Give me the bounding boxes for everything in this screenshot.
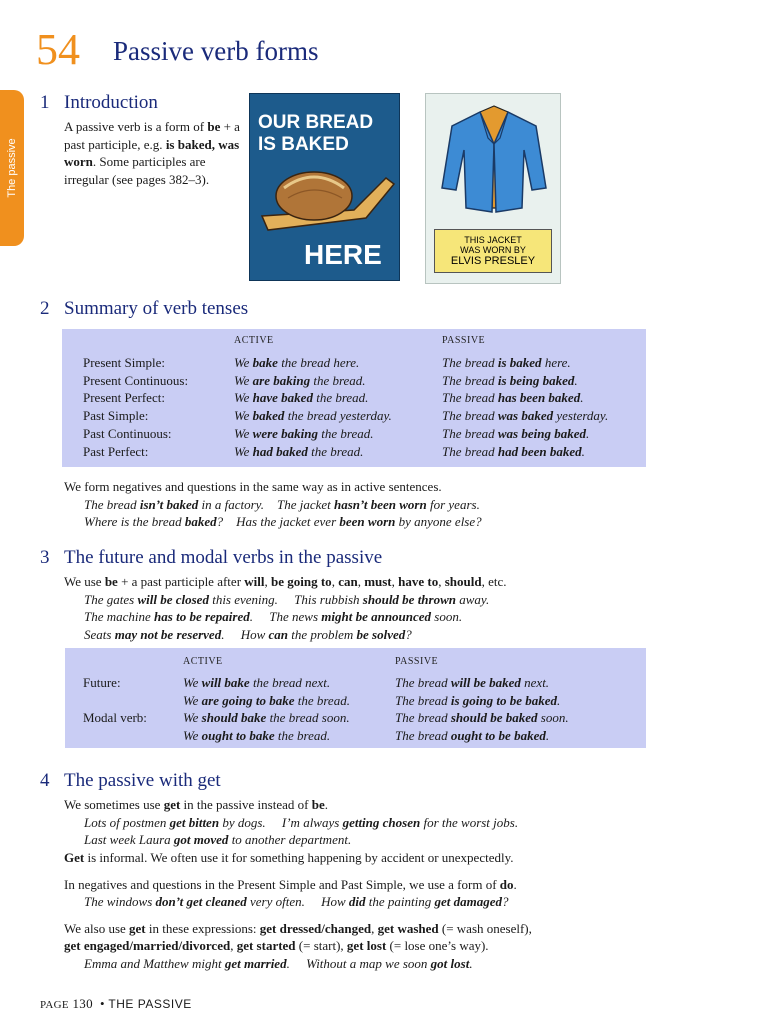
active-example: We had baked the bread. [234, 443, 364, 459]
active-example: We ought to bake the bread. [183, 728, 331, 744]
passive-example: The bread ought to be baked. [395, 728, 550, 744]
footer-section: THE PASSIVE [108, 997, 192, 1011]
jacket-sign [434, 229, 552, 273]
section-3-intro: We use be + a past participle after will, be going to, can, must, have to, should, etc. [64, 574, 507, 589]
section-4-number: 4 [40, 770, 50, 791]
tense-label: Future: [83, 675, 121, 690]
loaf-icon [258, 160, 398, 238]
jacket-illustration [425, 93, 561, 284]
passive-example: The bread was baked yesterday. [442, 408, 609, 424]
section-4-example-2: Last week Laura got moved to another department. [84, 832, 352, 847]
section-3-example-3: Seats may not be reserved. How can the problem be solved? [84, 627, 412, 642]
section-2-example-2: Where is the bread baked? Has the jacket ever been worn by anyone else? [84, 514, 482, 529]
active-example: We are baking the bread. [234, 372, 366, 388]
col-head-active-2: ACTIVE [183, 656, 223, 667]
footer-bullet: • [100, 996, 105, 1011]
section-4-example-1: Lots of postmen get bitten by dogs. I’m always getting chosen for the worst jobs. [84, 815, 519, 830]
jacket-icon [440, 104, 548, 222]
active-example: We are going to bake the bread. [183, 692, 350, 708]
active-example: We have baked the bread. [234, 390, 369, 406]
section-3-example-2: The machine has to be repaired. The news might be announced soon. [84, 609, 463, 624]
col-head-active: ACTIVE [234, 335, 274, 346]
section-4-example-4: Emma and Matthew might get married. Without a map we soon got lost. [84, 956, 473, 971]
col-head-passive: PASSIVE [442, 335, 486, 346]
section-3-example-1: The gates will be closed this evening. This rubbish should be thrown away. [84, 592, 490, 607]
section-4-p1: We sometimes use get in the passive instead of be. [64, 797, 328, 812]
active-example: We baked the bread yesterday. [234, 408, 392, 424]
passive-example: The bread will be baked next. [395, 675, 550, 690]
passive-example: The bread is baked here. [442, 355, 571, 370]
section-1-title: Introduction [64, 92, 158, 113]
section-2-note: We form negatives and questions in the same way as in active sentences. [64, 479, 442, 494]
section-4-p2: Get is informal. We often use it for something happening by accident or unexpectedly. [64, 850, 514, 865]
active-example: We were baking the bread. [234, 425, 374, 441]
unit-number: 54 [36, 25, 80, 74]
passive-example: The bread had been baked. [442, 443, 585, 459]
page-footer [40, 996, 192, 1012]
passive-example: The bread was being baked. [442, 425, 590, 441]
active-example: We should bake the bread soon. [183, 710, 350, 726]
passive-example: The bread should be baked soon. [395, 710, 569, 726]
bread-sign-bottom: HERE [304, 239, 382, 270]
section-2-number: 2 [40, 298, 50, 319]
passive-example: The bread is being baked. [442, 372, 578, 388]
active-example: We will bake the bread next. [183, 675, 331, 690]
footer-page-label: PAGE [40, 999, 69, 1011]
bread-illustration [249, 93, 400, 281]
section-4-p4-line-2: get engaged/married/divorced, get started (= start), get lost (= lose one’s way). [64, 938, 489, 953]
col-head-passive-2: PASSIVE [395, 656, 439, 667]
side-tab [0, 90, 24, 246]
jacket-sign-line-2: WAS WORN BY [460, 245, 526, 255]
tense-label: Past Perfect: [83, 443, 149, 459]
passive-example: The bread is going to be baked. [395, 692, 561, 708]
section-4-p4-line-1: We also use get in these expressions: get dressed/changed, get washed (= wash oneself), [64, 921, 532, 936]
jacket-sign-line-1: THIS JACKET [464, 235, 522, 245]
jacket-sign-line-3: ELVIS PRESLEY [450, 255, 536, 267]
passive-example: The bread has been baked. [442, 390, 584, 406]
section-4-p3: In negatives and questions in the Present Simple and Past Simple, we use a form of do. [64, 877, 517, 892]
section-3-number: 3 [40, 547, 50, 568]
active-example: We bake the bread here. [234, 355, 360, 370]
tense-label: Past Simple: [83, 408, 149, 424]
section-4-example-3: The windows don’t get cleaned very often. How did the painting get damaged? [84, 894, 509, 909]
tense-label: Present Continuous: [83, 372, 189, 388]
tense-label: Present Simple: [83, 355, 165, 370]
side-tab-label: The passive [6, 138, 18, 198]
section-4-title: The passive with get [64, 770, 221, 791]
bread-sign-top: OUR BREAD IS BAKED [258, 112, 374, 155]
section-1-text: A passive verb is a form of be + a past participle, e.g. is baked, was worn. Some participles are irregular (see pages 382–3). [64, 119, 240, 187]
tense-label: Modal verb: [83, 710, 147, 726]
page-title: Passive verb forms [113, 36, 319, 66]
section-2-example-1: The bread isn’t baked in a factory. The jacket hasn’t been worn for years. [84, 497, 480, 512]
section-1-number: 1 [40, 92, 50, 113]
tense-label: Present Perfect: [83, 390, 165, 406]
footer-page-number: 130 [72, 996, 93, 1011]
tense-label: Past Continuous: [83, 425, 172, 441]
section-2-title: Summary of verb tenses [64, 298, 249, 319]
section-3-title: The future and modal verbs in the passive [64, 547, 383, 568]
